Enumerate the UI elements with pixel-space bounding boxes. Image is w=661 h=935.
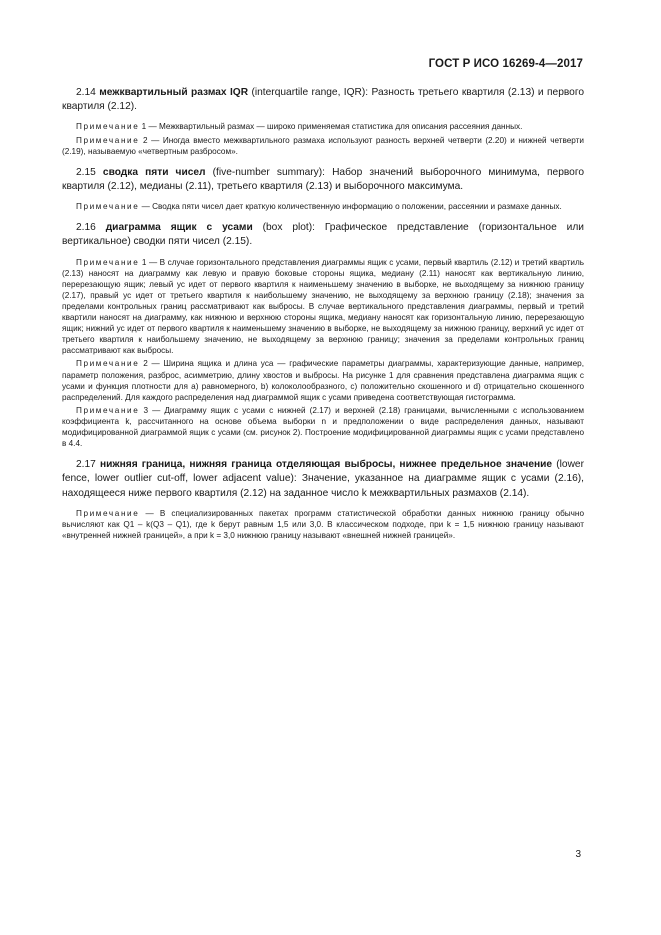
note-text: Сводка пяти чисел дает краткую количественную информацию о положении, рассеянии и размахе данных. <box>152 202 562 212</box>
note-paragraph <box>62 135 584 157</box>
term-paragraph <box>62 458 584 501</box>
term-number: 2.14 <box>76 87 96 98</box>
term-number: 2.15 <box>76 166 96 178</box>
term-paragraph <box>62 221 584 249</box>
term-number: 2.16 <box>76 222 96 234</box>
note-suffix: — <box>141 202 150 212</box>
note-paragraph <box>62 257 584 357</box>
term-definition: (interquartile range, IQR): Разность третьего квартиля (2.13) и первого квартиля (2.12). <box>62 87 584 113</box>
note-suffix: 1 — <box>141 257 158 267</box>
note-label: Примечание <box>76 202 140 212</box>
note-label: Примечание <box>76 359 140 369</box>
note-text: Ширина ящика и длина уса — графические параметры диаграммы, характеризующие данные, например, параметр положения, разброс, асимметрию, длину хвостов и выбросы. На рисунке 1 для сравнения представлена диаграмма ящик с усами и функция плотности для a) равномерного, b) колоколообразного, c) положительно скошенного и d) отрицательно скошенного распределений. Для каждого распределения над диаграммой ящик с усами приведена соответствующая гистограмма. <box>62 359 584 402</box>
document-header: ГОСТ Р ИСО 16269-4—2017 <box>428 58 583 70</box>
note-label: Примечание <box>76 135 140 145</box>
term-definition: (five-number summary): Набор значений выборочного минимума, первого квартиля (2.12), медианы (2.11), третьего квартиля (2.13) и выборочного максимума. <box>62 166 584 192</box>
note-text: В случае горизонтального представления диаграммы ящик с усами, первый квартиль (2.12) и третий квартиль (2.13) наносят на диаграмму как левую и правую боковые стороны ящика, медиану (2.11) наносят как вертикальную линию, перерезающую ящик; левый ус идет от первого квартиля к наименьшему значению в выборке, не выходящему за нижнюю границу (2.17), правый ус идет от третьего квартиля к наибольшему значению, не выходящему за верхнюю границу (2.18); значения за пределами контрольных границ рассматривают как выбросы. В случае вертикального представления диаграммы, первый и третий квартили наносят на диаграмму, как нижнюю и верхнюю стороны ящика, медиану наносят как горизонтальную линию, перерезающую ящик; нижний ус идет от первого квартиля к наименьшему значению в выборке, не выходящему за нижнюю границу, верхний ус идет от третьего квартиля к наибольшему значению, не выходящему за верхнюю границу; значения за пределами контрольных границ рассматривают как выбросы. <box>62 257 584 356</box>
note-text: В специализированных пакетах программ статистической обработки данных нижнюю границу обычно вычисляют как Q1 – k(Q3 – Q1), где k берут равным 1,5 или 3,0. В классическом подходе, при k = 1,5 нижнюю границу называют «внутренней нижней границей», а при k = 3,0 нижнюю границу называют «внешней нижней границей». <box>62 508 585 540</box>
term-title: диаграмма ящик с усами <box>105 222 253 234</box>
note-paragraph <box>62 121 584 132</box>
term-definition: (lower fence, lower outlier cut-off, lower adjacent value): Значение, указанное на диаграмме ящик с усами (2.16), находящееся ниже первого квартиля (2.12) на заданное число k межквартильных размахов (2.14). <box>62 459 584 499</box>
term-title: нижняя граница, нижняя граница отделяющая выбросы, нижнее предельное значение <box>99 459 553 471</box>
note-label: Примечание <box>76 122 140 132</box>
note-paragraph <box>62 201 584 212</box>
term-definition: (box plot): Графическое представление (горизонтальное или вертикальное) сводки пяти чисел (2.15). <box>62 222 584 248</box>
note-suffix: 1 — <box>141 122 157 132</box>
note-suffix: 2 — <box>142 135 160 145</box>
note-suffix: 2 — <box>143 359 160 369</box>
term-paragraph <box>62 86 584 114</box>
term-paragraph <box>62 166 584 194</box>
note-paragraph <box>62 358 584 402</box>
note-label: Примечание <box>76 257 140 267</box>
note-suffix: — <box>145 508 154 518</box>
note-paragraph <box>62 405 584 449</box>
term-number: 2.17 <box>76 459 96 471</box>
note-text: Иногда вместо межквартильного размаха используют разность верхней четверти (2.20) и нижней четверти (2.19), называемую «четвертным разбросом». <box>62 135 584 156</box>
note-suffix: 3 — <box>143 405 161 415</box>
note-label: Примечание <box>76 508 140 518</box>
document-body <box>62 86 584 550</box>
term-title: сводка пяти чисел <box>102 166 206 178</box>
note-text: Диаграмму ящик с усами с нижней (2.17) и верхней (2.18) границами, вычисленными с использованием коэффициента k, рассчитанного на основе объема выборки n и предположении о виде распределения данных, называют модифицированной диаграммой ящик с усами (см. рисунок 2). Построение модифицированной диаграммы ящик с усами представлено в 4.4. <box>62 405 584 449</box>
note-label: Примечание <box>76 405 140 415</box>
term-title: межквартильный размах IQR <box>99 87 249 98</box>
page-number: 3 <box>575 849 581 860</box>
note-text: Межквартильный размах — широко применяемая статистика для описания рассеяния данных. <box>158 122 523 132</box>
note-paragraph <box>62 508 584 541</box>
